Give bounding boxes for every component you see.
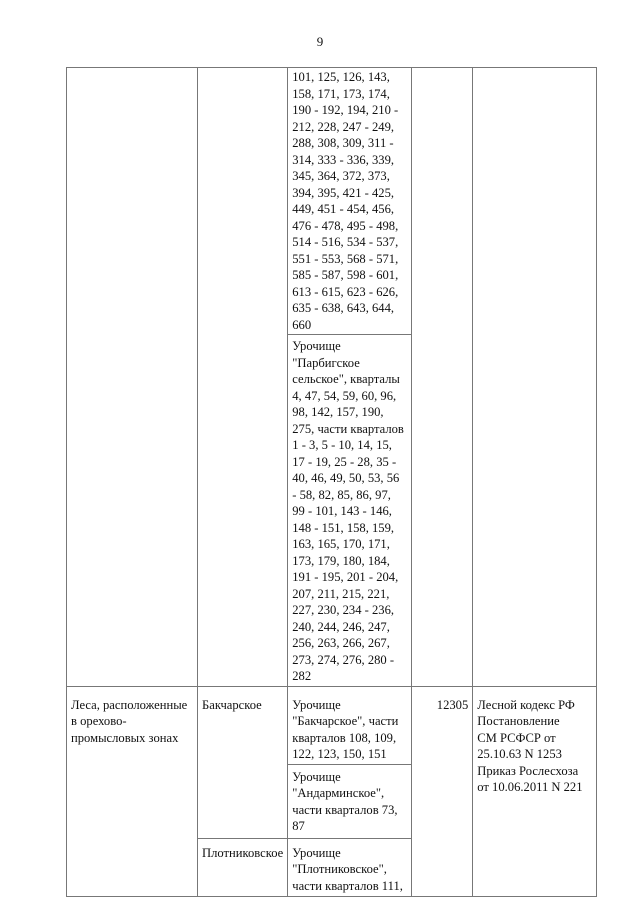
forestry-cell [198,838,288,896]
category-cell [67,68,198,687]
description-cell [288,838,412,896]
tract-bakchar-description: Урочище "Бакчарское", части кварталов 108, 109, 122, 123, 150, 151 [292,697,399,761]
table-row [67,68,597,335]
legal-basis-cell [473,68,597,687]
table-row [67,686,597,764]
description-cell [288,68,412,335]
description-cell [288,686,412,764]
forestry-name: Плотниковское [202,845,284,860]
forestry-name: Бакчарское [202,697,262,712]
area-cell [412,68,473,687]
legal-basis-text: Лесной кодекс РФ Постановление СМ РСФСР от 25.10.63 N 1253 Приказ Рослесхоза от 10.06.2011 N 221 [477,697,583,794]
description-cell [288,764,412,838]
tract-parbig-description: Урочище "Парбигское сельское", кварталы 4, 47, 54, 59, 60, 96, 98, 142, 157, 190, 275, части кварталов 1 - 3, 5 - 10, 14, 15, 17 - 19, 25 - 28, 35 - 40, 46, 49, 50, 53, 56 - 58, 82, 85, 86, 97, 99 - 101, 143 - 146, 148 - 151, 158, 159, 163, 165, 170, 171, 173, 179, 180, 184, 191 - 195, 201 - 204, 207, 211, 215, 221, 227, 230, 234 - 236, 240, 244, 246, 247, 256, 263, 266, 267, 273, 274, 276, 280 - 282 [292,339,404,683]
tract-plotnikovo-description: Урочище "Плотниковское", части кварталов 111, [292,845,403,893]
legal-basis-cell [473,686,597,896]
forest-table [66,67,597,897]
quarter-list: 101, 125, 126, 143, 158, 171, 173, 174, 190 - 192, 194, 210 - 212, 228, 247 - 249, 288, 308, 309, 311 - 314, 333 - 336, 339, 345, 364, 372, 373, 394, 395, 421 - 425, 449, 451 - 454, 456, 476 - 478, 495 - 498, 514 - 516, 534 - 537, 551 - 553, 568 - 571, 585 - 587, 598 - 601, 613 - 615, 623 - 626, 635 - 638, 643, 644, 660 [292,70,399,332]
forestry-cell [198,686,288,838]
page-number: 9 [316,34,324,49]
area-cell [412,686,473,896]
tract-andarma-description: Урочище "Андарминское", части кварталов 73, 87 [292,769,398,833]
area-value: 12305 [436,697,469,712]
category-text: Леса, расположенные в орехово- промысловых зонах [71,697,188,745]
category-cell [67,686,198,896]
description-cell [288,335,412,687]
forestry-cell [198,68,288,687]
